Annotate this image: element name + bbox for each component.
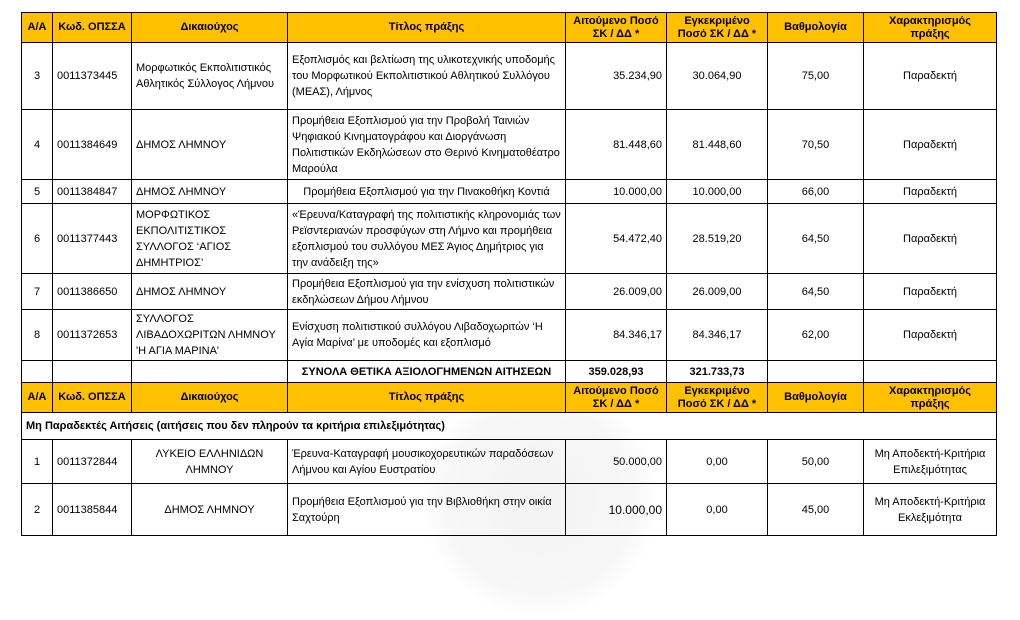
- row-aa: 7: [22, 274, 53, 310]
- row-title: Εξοπλισμός και βελτίωση της υλικοτεχνικής υποδομής του Μορφωτικού Εκπολιτιστικού Αθλητικού Συλλόγου (ΜΕΑΣ), Λήμνος: [288, 43, 566, 110]
- row-score: 50,00: [768, 440, 864, 484]
- row-requested: 84.346,17: [566, 310, 667, 361]
- header-title: Τίτλος πράξης: [288, 13, 566, 43]
- row-status: Παραδεκτή: [864, 110, 997, 180]
- header-score: Βαθμολογία: [768, 383, 864, 413]
- totals-row: [22, 361, 997, 383]
- row-title: Ενίσχυση πολιτιστικού συλλόγου Λιβαδοχωριτών ‘Η Αγία Μαρίνα’ με υποδομές και εξοπλισμό: [288, 310, 566, 361]
- row-score: 70,50: [768, 110, 864, 180]
- row-approved: 10.000,00: [667, 180, 768, 204]
- row-aa: 4: [22, 110, 53, 180]
- row-beneficiary: ΔΗΜΟΣ ΛΗΜΝΟΥ: [132, 484, 288, 536]
- row-requested: 50.000,00: [566, 440, 667, 484]
- row-beneficiary: ΔΗΜΟΣ ΛΗΜΝΟΥ: [132, 274, 288, 310]
- header-requested: Αιτούμενο Ποσό ΣΚ / ΔΔ *: [566, 383, 667, 413]
- row-status: Μη Αποδεκτή-Κριτήρια Εκλεξιμότητα: [864, 484, 997, 536]
- totals-approved: 321.733,73: [667, 361, 768, 383]
- row-code: 0011386650: [53, 274, 132, 310]
- row-approved: 30.064,90: [667, 43, 768, 110]
- row-aa: 8: [22, 310, 53, 361]
- row-aa: 6: [22, 204, 53, 274]
- header-status: Χαρακτηρισμός πράξης: [864, 13, 997, 43]
- row-status: Παραδεκτή: [864, 43, 997, 110]
- evaluation-table: [21, 12, 997, 536]
- row-code: 0011385844: [53, 484, 132, 536]
- table-row: [22, 484, 997, 536]
- row-code: 0011384847: [53, 180, 132, 204]
- row-title: Προμήθεια Εξοπλισμού για την ενίσχυση πολιτιστικών εκδηλώσεων Δήμου Λήμνου: [288, 274, 566, 310]
- row-status: Παραδεκτή: [864, 274, 997, 310]
- row-approved: 28.519,20: [667, 204, 768, 274]
- row-beneficiary: ΣΥΛΛΟΓΟΣ ΛΙΒΑΔΟΧΩΡΙΤΩΝ ΛΗΜΝΟΥ 'Η ΑΓΙΑ ΜΑΡΙΝΑ': [132, 310, 288, 361]
- row-beneficiary: ΛΥΚΕΙΟ ΕΛΛΗΝΙΔΩΝ ΛΗΜΝΟΥ: [132, 440, 288, 484]
- row-code: 0011384649: [53, 110, 132, 180]
- row-beneficiary: ΔΗΜΟΣ ΛΗΜΝΟΥ: [132, 180, 288, 204]
- row-requested: 35.234,90: [566, 43, 667, 110]
- row-score: 64,50: [768, 274, 864, 310]
- row-status: Παραδεκτή: [864, 180, 997, 204]
- header-score: Βαθμολογία: [768, 13, 864, 43]
- row-code: 0011372844: [53, 440, 132, 484]
- header-title: Τίτλος πράξης: [288, 383, 566, 413]
- header-aa: Α/Α: [22, 383, 53, 413]
- table-row: [22, 204, 997, 274]
- row-score: 62,00: [768, 310, 864, 361]
- totals-label: ΣΥΝΟΛΑ ΘΕΤΙΚΑ ΑΞΙΟΛΟΓΗΜΕΝΩΝ ΑΙΤΗΣΕΩΝ: [288, 361, 566, 383]
- row-score: 75,00: [768, 43, 864, 110]
- row-requested: 26.009,00: [566, 274, 667, 310]
- table-row: [22, 310, 997, 361]
- row-aa: 3: [22, 43, 53, 110]
- header-beneficiary: Δικαιούχος: [132, 383, 288, 413]
- row-requested: 10.000,00: [566, 180, 667, 204]
- row-aa: 5: [22, 180, 53, 204]
- table-row: [22, 110, 997, 180]
- row-code: 0011372653: [53, 310, 132, 361]
- header-beneficiary: Δικαιούχος: [132, 13, 288, 43]
- header-aa: Α/Α: [22, 13, 53, 43]
- row-score: 45,00: [768, 484, 864, 536]
- row-approved: 81.448,60: [667, 110, 768, 180]
- row-status: Μη Αποδεκτή-Κριτήρια Επιλεξιμότητας: [864, 440, 997, 484]
- row-title: Προμήθεια Εξοπλισμού για την Βιβλιοθήκη στην οικία Σαχτούρη: [288, 484, 566, 536]
- header-approved: Εγκεκριμένο Ποσό ΣΚ / ΔΔ *: [667, 13, 768, 43]
- header-approved: Εγκεκριμένο Ποσό ΣΚ / ΔΔ *: [667, 383, 768, 413]
- row-approved: 0,00: [667, 440, 768, 484]
- header-row-repeat: [22, 383, 997, 413]
- row-beneficiary: ΔΗΜΟΣ ΛΗΜΝΟΥ: [132, 110, 288, 180]
- row-requested: 54.472,40: [566, 204, 667, 274]
- row-aa: 2: [22, 484, 53, 536]
- row-requested: 10.000,00: [566, 484, 667, 536]
- header-row: [22, 13, 997, 43]
- table-row: [22, 440, 997, 484]
- row-approved: 0,00: [667, 484, 768, 536]
- row-requested: 81.448,60: [566, 110, 667, 180]
- row-title: Προμήθεια Εξοπλισμού για την Πινακοθήκη Κοντιά: [288, 180, 566, 204]
- header-status: Χαρακτηρισμός πράξης: [864, 383, 997, 413]
- row-title: Προμήθεια Εξοπλισμού για την Προβολή Ταινιών Ψηφιακού Κινηματογράφου και Διοργάνωση Πολιτιστικών Εκδηλώσεων στο Θερινό Κινηματοθέατρο Μαρούλα: [288, 110, 566, 180]
- table-row: [22, 180, 997, 204]
- table-row: [22, 43, 997, 110]
- section-row: [22, 413, 997, 440]
- row-title: Έρευνα-Καταγραφή μουσικοχορευτικών παραδόσεων Λήμνου και Αγίου Ευστρατίου: [288, 440, 566, 484]
- row-approved: 84.346,17: [667, 310, 768, 361]
- table-row: [22, 274, 997, 310]
- header-code: Κωδ. ΟΠΣΣΑ: [53, 13, 132, 43]
- row-status: Παραδεκτή: [864, 204, 997, 274]
- totals-requested: 359.028,93: [566, 361, 667, 383]
- header-requested: Αιτούμενο Ποσό ΣΚ / ΔΔ *: [566, 13, 667, 43]
- row-aa: 1: [22, 440, 53, 484]
- row-status: Παραδεκτή: [864, 310, 997, 361]
- row-beneficiary: Μορφωτικός Εκπολιτιστικός Αθλητικός Σύλλογος Λήμνου: [132, 43, 288, 110]
- row-approved: 26.009,00: [667, 274, 768, 310]
- row-code: 0011377443: [53, 204, 132, 274]
- row-beneficiary: ΜΟΡΦΩΤΙΚΟΣ ΕΚΠΟΛΙΤΙΣΤΙΚΟΣ ΣΥΛΛΟΓΟΣ ‘ΑΓΙΟΣ ΔΗΜΗΤΡΙΟΣ’: [132, 204, 288, 274]
- row-title: «Έρευνα/Καταγραφή της πολιτιστικής κληρονομιάς των Ρεϊσντεριανών προσφύγων στη Λήμνο και προμήθεια εξοπλισμού του συλλόγου ΜΕΣ Άγιος Δημήτριος για την ανάδειξη της»: [288, 204, 566, 274]
- row-score: 66,00: [768, 180, 864, 204]
- row-score: 64,50: [768, 204, 864, 274]
- header-code: Κωδ. ΟΠΣΣΑ: [53, 383, 132, 413]
- row-code: 0011373445: [53, 43, 132, 110]
- rejected-section-title: Μη Παραδεκτές Αιτήσεις (αιτήσεις που δεν πληρούν τα κριτήρια επιλεξιμότητας): [22, 413, 997, 440]
